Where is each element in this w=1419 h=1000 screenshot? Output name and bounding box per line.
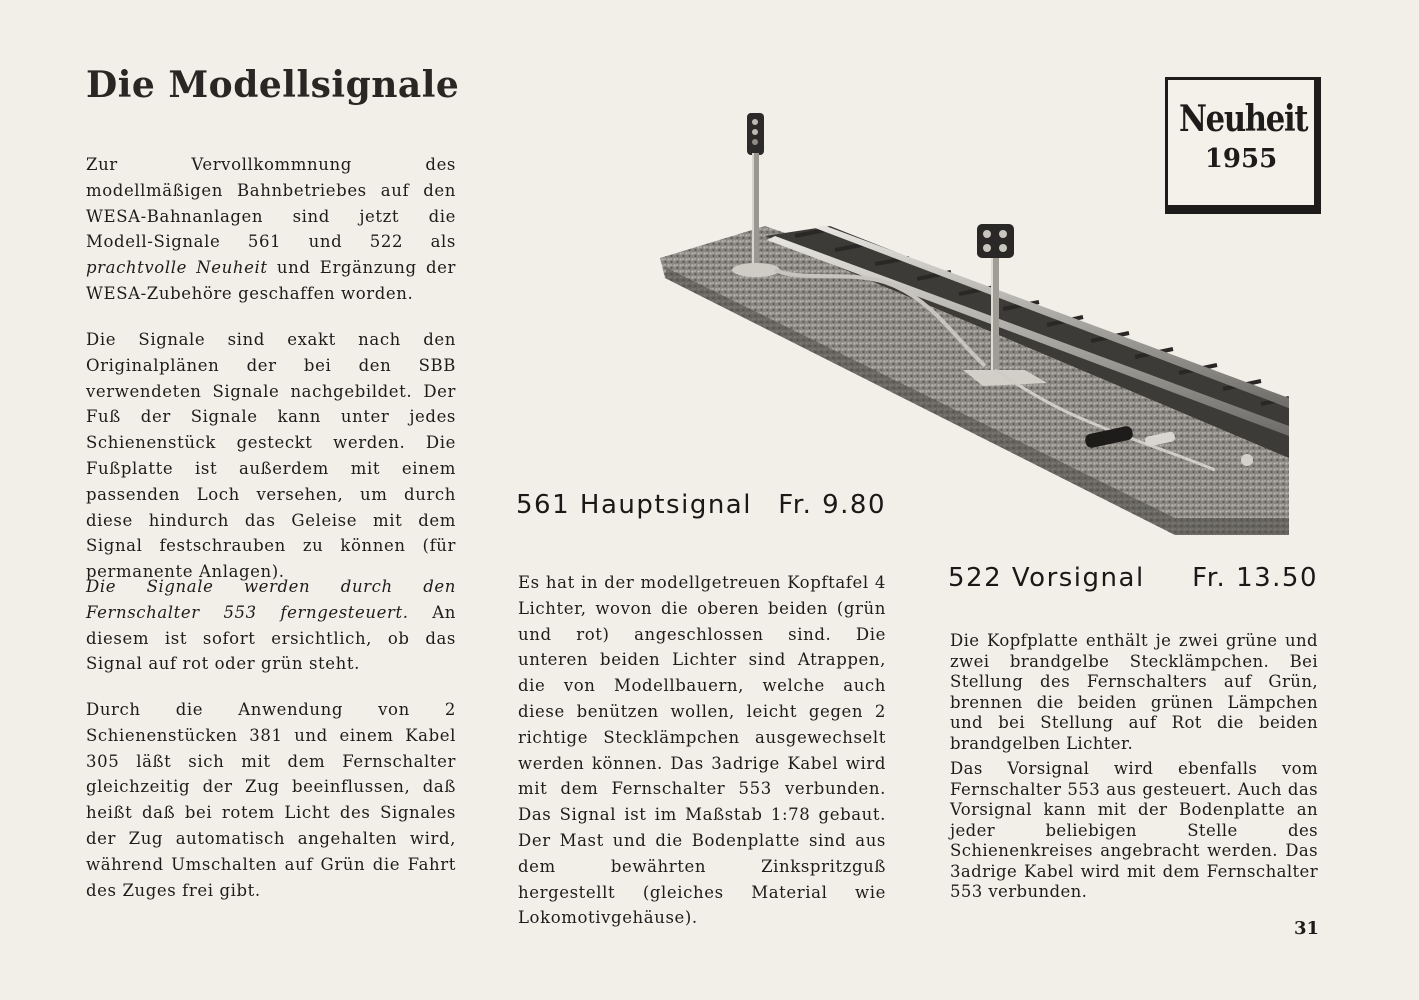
page-title: Die Modellsignale: [86, 64, 460, 106]
distant-signal-description: Die Kopfplatte enthält je zwei grüne und zwei brandgelbe Stecklämpchen. Bei Stellung des Fernschalters auf Grün, brennen die beiden grünen Lämpchen und bei Stellung auf Rot die beiden brandgelben Lichter.: [950, 631, 1318, 753]
remote-control-italic: Die Signale werden durch den Fernschalter 553 ferngesteuert.: [86, 577, 456, 622]
train-control-paragraph: Durch die Anwendung von 2 Schienenstücken 381 und einem Kabel 305 läßt sich mit dem Fernschalter gleichzeitig der Zug beeinflussen, daß heißt daß bei rotem Licht des Signales der Zug automatisch angehalten wird, während Umschalten auf Grün die Fahrt des Zuges frei gibt.: [86, 700, 456, 900]
signal-description-paragraph: Die Signale sind exakt nach den Originalplänen der bei den SBB verwendeten Signale nachgebildet. Der Fuß der Signale kann unter jedes Schienenstück gesteckt werden. Die Fußplatte ist außerdem mit einem passenden Loch versehen, um durch diese hindurch das Geleise mit dem Signal festschrauben zu können (für permanente Anlagen).: [86, 330, 456, 582]
page-number: 31: [1294, 918, 1320, 939]
intro-text-italic: prachtvolle Neuheit: [86, 258, 268, 278]
main-signal-price: Fr. 9.80: [778, 490, 886, 520]
distant-signal-name: 522 Vorsignal: [948, 563, 1145, 593]
remote-control-paragraph: [86, 574, 456, 677]
remote-control-text: An diesem ist sofort ersichtlich, ob das Signal auf rot oder grün steht.: [86, 602, 456, 674]
main-signal-description: Es hat in der modellgetreuen Kopftafel 4 Lichter, wovon die oberen beiden (grün und rot) angeschlossen sind. Die unteren beiden Lichter sind Atrappen, die von Modellbauern, welche auch diese benützen wollen, leicht gegen 2 richtige Stecklämpchen ausgewechselt werden können. Das 3adrige Kabel wird mit dem Fernschalter 553 verbunden. Das Signal ist im Maßstab 1:78 gebaut. Der Mast und die Bodenplatte sind aus dem bewährten Zinkspritzguß hergestellt (gleiches Material wie Lokomotivgehäuse).: [518, 573, 886, 928]
main-signal-caption: [516, 490, 886, 520]
badge-year: 1955: [1204, 144, 1278, 174]
intro-text-a: Zur Vervollkommnung des modellmäßigen Bahnbetriebes auf den WESA-Bahnanlagen sind jetzt die Modell-Signale 561 und 522 als: [86, 155, 456, 252]
badge-title: Neuheit: [1178, 98, 1308, 140]
intro-paragraph: [86, 152, 456, 307]
distant-signal-control-paragraph: Das Vorsignal wird ebenfalls vom Fernschalter 553 aus gesteuert. Auch das Vorsignal kann mit der Bodenplatte an jeder beliebigen Stelle des Schienenkreises angebracht werden. Das 3adrige Kabel wird mit dem Fernschalter 553 verbunden.: [950, 759, 1318, 901]
main-signal-name: 561 Hauptsignal: [516, 490, 752, 520]
intro-text-b: und Ergänzung der WESA-Zubehöre geschaffen worden.: [86, 258, 456, 303]
novelty-badge: [1165, 77, 1321, 214]
distant-signal-caption: [948, 563, 1318, 593]
distant-signal-price: Fr. 13.50: [1192, 563, 1318, 593]
